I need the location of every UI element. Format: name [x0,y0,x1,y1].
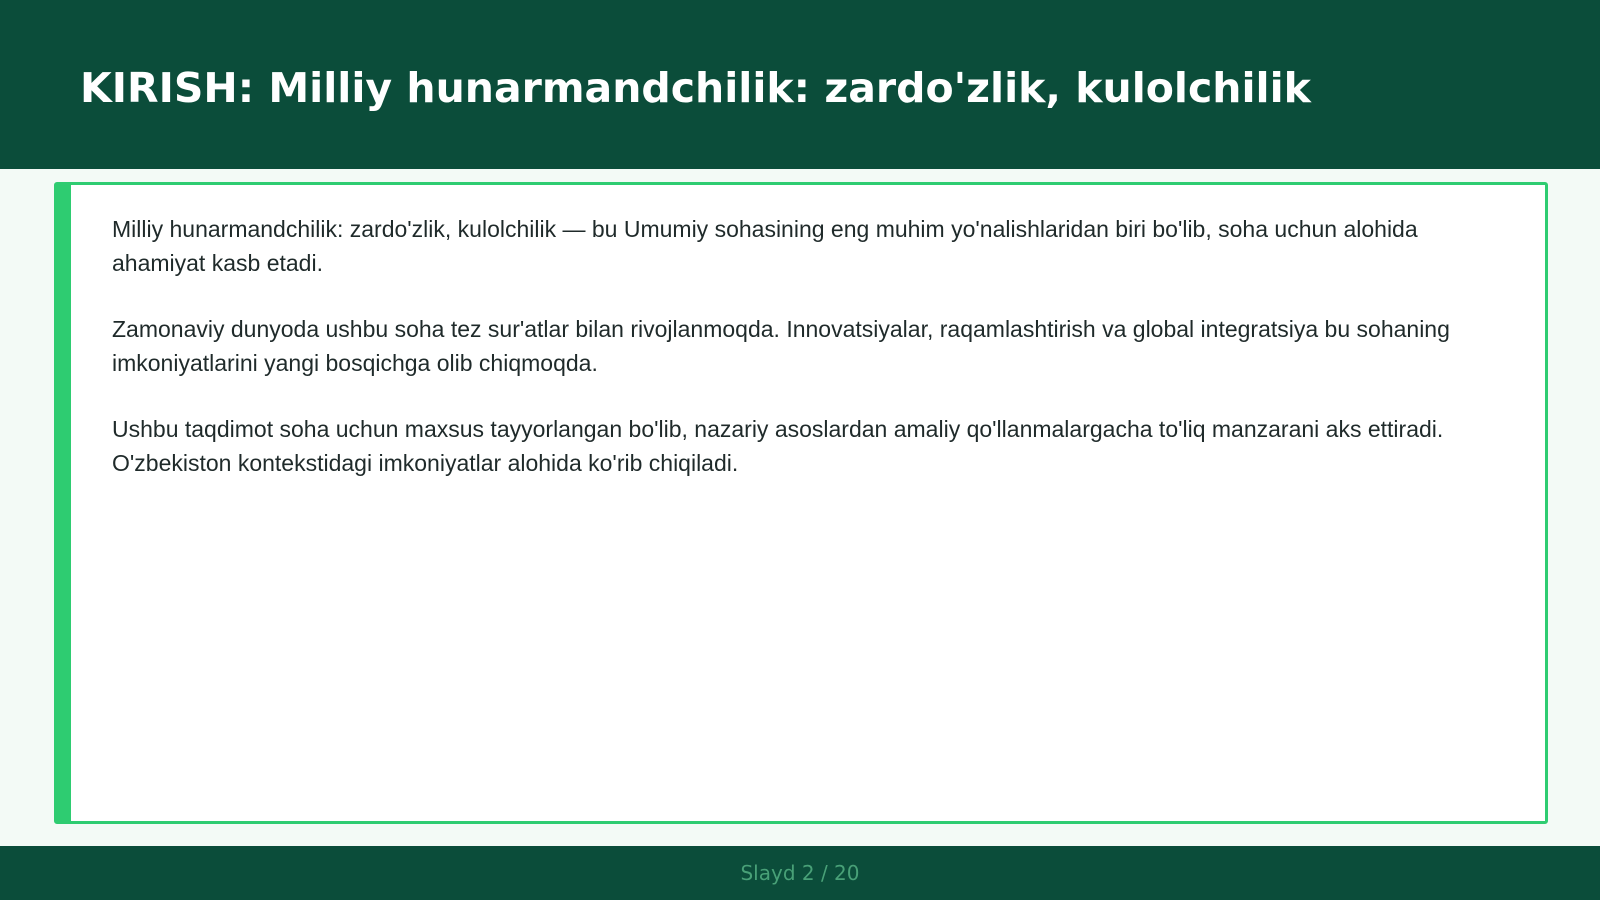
slide-title: KIRISH: Milliy hunarmandchilik: zardo'zlik, kulolchilik [80,64,1311,112]
slide-header [0,0,1600,169]
paragraph-modern-world: Zamonaviy dunyoda ushbu soha tez sur'atlar bilan rivojlanmoqda. Innovatsiyalar, raqamlashtirish va global integratsiya bu sohaning imkoniyatlarini yangi bosqichga olib chiqmoqda. [112,316,1450,376]
content-body [112,212,1492,512]
paragraph-intro: Milliy hunarmandchilik: zardo'zlik, kulolchilik — bu Umumiy sohasining eng muhim yo'nalishlaridan biri bo'lib, soha uchun alohida ahamiyat kasb etadi. [112,216,1418,276]
slide-counter: Slayd 2 / 20 [740,861,860,885]
slide-footer [0,846,1600,900]
paragraph-presentation-scope: Ushbu taqdimot soha uchun maxsus tayyorlangan bo'lib, nazariy asoslardan amaliy qo'llanmalargacha to'liq manzarani aks ettiradi. O'zbekiston kontekstidagi imkoniyatlar alohida ko'rib chiqiladi. [112,416,1444,476]
